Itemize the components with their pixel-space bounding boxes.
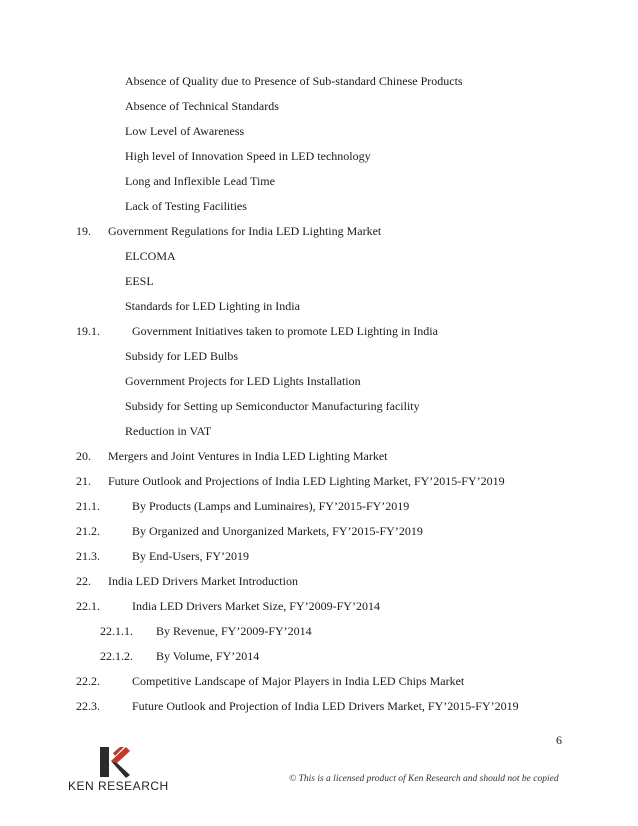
toc-entry-number: 21.3.	[76, 549, 100, 563]
toc-entry-number: 21.1.	[76, 499, 100, 513]
toc-entry-text: EESL	[125, 274, 154, 288]
toc-entry-text: Mergers and Joint Ventures in India LED Lighting Market	[108, 449, 388, 463]
toc-entry-number: 19.1.	[76, 324, 100, 338]
toc-entry-text: Standards for LED Lighting in India	[125, 299, 300, 313]
toc-entry-text: Government Initiatives taken to promote LED Lighting in India	[132, 324, 438, 338]
toc-entry-text: Lack of Testing Facilities	[125, 199, 247, 213]
toc-entry-text: By Products (Lamps and Luminaires), FY’2015-FY’2019	[132, 499, 410, 513]
toc-entry-text: Low Level of Awareness	[125, 124, 245, 138]
toc-entry-text: Future Outlook and Projection of India LED Drivers Market, FY’2015-FY’2019	[132, 699, 519, 713]
toc-entry-number: 21.	[76, 474, 91, 488]
toc-entry-text: Government Projects for LED Lights Installation	[125, 374, 361, 388]
toc-entry-text: By End-Users, FY’2019	[132, 549, 249, 563]
toc-entry-text: ELCOMA	[125, 249, 176, 263]
toc-entry-text: Future Outlook and Projections of India LED Lighting Market, FY’2015-FY’2019	[108, 474, 505, 488]
toc-entry-text: Long and Inflexible Lead Time	[125, 174, 275, 188]
toc-entry-text: By Organized and Unorganized Markets, FY’2015-FY’2019	[132, 524, 423, 538]
toc-entry-text: Subsidy for Setting up Semiconductor Manufacturing facility	[125, 399, 420, 413]
toc-entry-number: 21.2.	[76, 524, 100, 538]
toc-entry-number: 22.1.2.	[100, 649, 133, 663]
page-number: 6	[556, 733, 562, 747]
toc-entry-text: By Revenue, FY’2009-FY’2014	[156, 624, 312, 638]
toc-entry-number: 22.2.	[76, 674, 100, 688]
ken-research-logo-icon	[96, 745, 132, 779]
toc-entry-number: 22.1.1.	[100, 624, 133, 638]
toc-entry-text: High level of Innovation Speed in LED technology	[125, 149, 371, 163]
toc-entry-number: 22.3.	[76, 699, 100, 713]
toc-entry-number: 22.1.	[76, 599, 100, 613]
toc-entry-text: Absence of Quality due to Presence of Sub-standard Chinese Products	[125, 74, 463, 88]
toc-entry-text: India LED Drivers Market Size, FY’2009-FY’2014	[132, 599, 380, 613]
toc-entry-text: India LED Drivers Market Introduction	[108, 574, 298, 588]
toc-entry-text: Absence of Technical Standards	[125, 99, 279, 113]
toc-entry-text: By Volume, FY’2014	[156, 649, 260, 663]
logo-text: KEN RESEARCH	[68, 779, 169, 793]
toc-entry-text: Competitive Landscape of Major Players in India LED Chips Market	[132, 674, 465, 688]
toc-entry-text: Subsidy for LED Bulbs	[125, 349, 239, 363]
toc-entry-number: 20.	[76, 449, 91, 463]
toc-entry-text: Reduction in VAT	[125, 424, 212, 438]
ken-research-logo	[68, 745, 178, 795]
toc-entry-text: Government Regulations for India LED Lighting Market	[108, 224, 382, 238]
toc-entry-number: 19.	[76, 224, 91, 238]
copyright-notice: © This is a licensed product of Ken Research and should not be copied	[289, 774, 559, 784]
toc-entry-number: 22.	[76, 574, 91, 588]
